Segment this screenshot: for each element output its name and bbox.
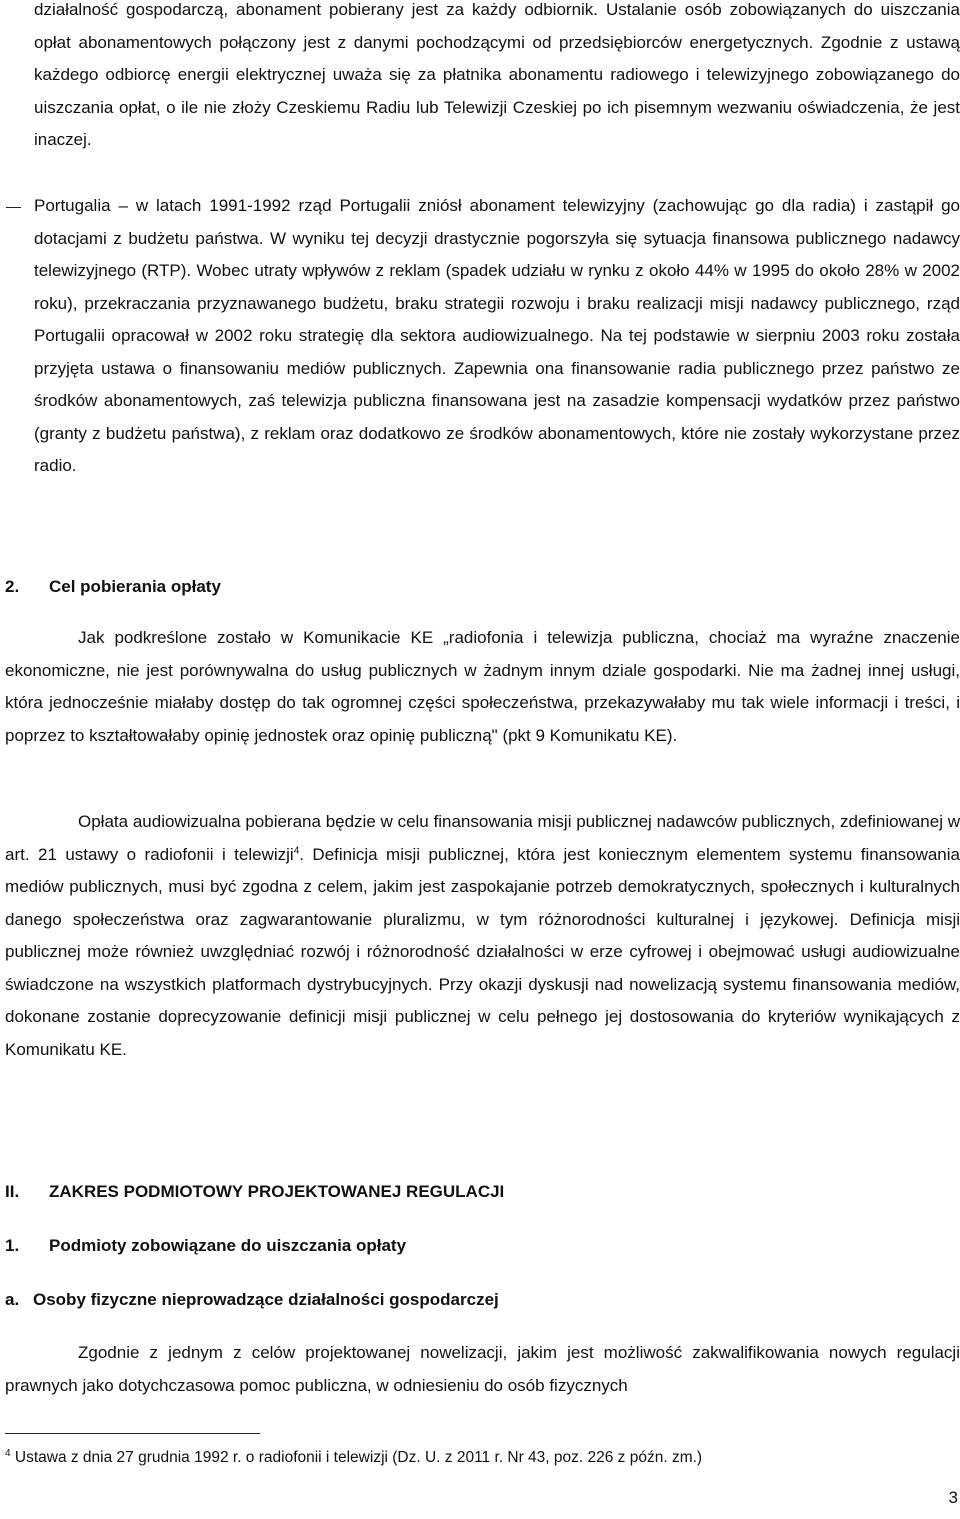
paragraph-audiovisual-fee	[5, 806, 960, 1066]
heading-number: 1.	[5, 1236, 20, 1255]
footnote	[5, 1447, 702, 1469]
heading-text: Podmioty zobowiązane do uiszczania opłaty	[49, 1236, 407, 1255]
heading-number: 2.	[5, 577, 20, 596]
heading-section-1	[5, 1235, 407, 1257]
paragraph-ke-communication: Jak podkreślone zostało w Komunikacie KE „radiofonia i telewizja publiczna, chociaż ma wyraźne znaczenie ekonomiczne, nie jest porównywalna do usług publicznych w żadnym innym dziale gospodarki. Nie ma żadnej innej usługi, która jednocześnie miałaby dostęp do tak ogromnej części społeczeństwa, przekazywałaby mu tak wiele informacji i treści, i poprzez to kształtowałaby opinię jednostek oraz opinię publiczną" (pkt 9 Komunikatu KE).	[5, 628, 960, 745]
footnote-text: Ustawa z dnia 27 grudnia 1992 r. o radiofonii i telewizji (Dz. U. z 2011 r. Nr 43, poz. 226 z późn. zm.)	[14, 1449, 703, 1466]
fee-text-part2: . Definicja misji publicznej, która jest koniecznym elementem systemu finansowania mediów publicznych, musi być zgodna z celem, jakim jest zaspokajanie potrzeb demokratycznych, społecznych i kulturalnych danego społeczeństwa oraz zagwarantowanie pluralizmu, w tym różnorodności kulturalnej i językowej. Definicja misji publicznej może również uwzględniać rozwój i różnorodność działalności w erze cyfrowej i obejmować usługi audiowizualne świadczone na wszystkich platformach dystrybucyjnych. Przy okazji dyskusji nad nowelizacją systemu finansowania mediów, dokonane zostanie doprecyzowanie definicji misji publicznej w celu pełnego jej dostosowania do kryteriów wynikających z Komunikatu KE.	[5, 844, 960, 1059]
heading-section-a	[5, 1289, 499, 1311]
paragraph-portugal: Portugalia – w latach 1991-1992 rząd Portugalii zniósł abonament telewizyjny (zachowując go dla radia) i zastąpił go dotacjami z budżetu państwa. W wyniku tej decyzji drastycznie pogorszyła się sytuacja finansowa publicznego nadawcy telewizyjnego (RTP). Wobec utraty wpływów z reklam (spadek udziału w rynku z około 44% w 1995 do około 28% w 2002 roku), przekraczania przyznawanego budżetu, braku strategii rozwoju i braku realizacji misji nadawcy publicznego, rząd Portugalii opracował w 2002 roku strategię dla sektora audiowizualnego. Na tej podstawie w sierpniu 2003 roku została przyjęta ustawa o finansowaniu mediów publicznych. Zapewnia ona finansowanie radia publicznego przez państwo ze środków abonamentowych, zaś telewizja publiczna finansowana jest na zasadzie kompensacji wydatków przez państwo (granty z budżetu państwa), z reklam oraz dodatkowo ze środków abonamentowych, które nie zostały wykorzystane przez radio.	[34, 196, 960, 475]
paragraph-czech-republic: działalność gospodarczą, abonament pobierany jest za każdy odbiornik. Ustalanie osób zobowiązanych do uiszczania opłat abonamentowych połączony jest z danymi pochodzącymi od przedsiębiorców energetycznych. Zgodnie z ustawą każdego odbiorcę energii elektrycznej uważa się za płatnika abonamentu radiowego i telewizyjnego zobowiązanego do uiszczania opłat, o ile nie złoży Czeskiemu Radiu lub Telewizji Czeskiej po ich pisemnym wezwaniu oświadczenia, że jest inaczej.	[34, 0, 960, 149]
footnote-reference: 4	[293, 844, 300, 856]
heading-number: a.	[5, 1290, 20, 1309]
paragraph-natural-persons: Zgodnie z jednym z celów projektowanej nowelizacji, jakim jest możliwość zakwalifikowania nowych regulacji prawnych jako dotychczasowa pomoc publiczna, w odniesieniu do osób fizycznych	[5, 1343, 960, 1395]
list-dash-icon	[6, 207, 21, 208]
heading-section-2	[5, 576, 221, 598]
heading-text: ZAKRES PODMIOTOWY PROJEKTOWANEJ REGULACJI	[49, 1182, 505, 1201]
page-number: 3	[948, 1488, 958, 1507]
footnote-separator	[5, 1433, 260, 1434]
heading-text: Osoby fizyczne nieprowadzące działalności gospodarczej	[33, 1290, 499, 1309]
fee-text-part1: Opłata audiowizualna pobierana będzie w celu finansowania misji publicznej nadawców publicznych, zdefiniowanej w art. 21 ustawy o radiofonii i telewizji	[5, 812, 960, 864]
heading-text: Cel pobierania opłaty	[49, 577, 221, 596]
heading-section-II	[5, 1181, 505, 1203]
footnote-number: 4	[5, 1447, 11, 1459]
heading-number: II.	[5, 1182, 20, 1201]
